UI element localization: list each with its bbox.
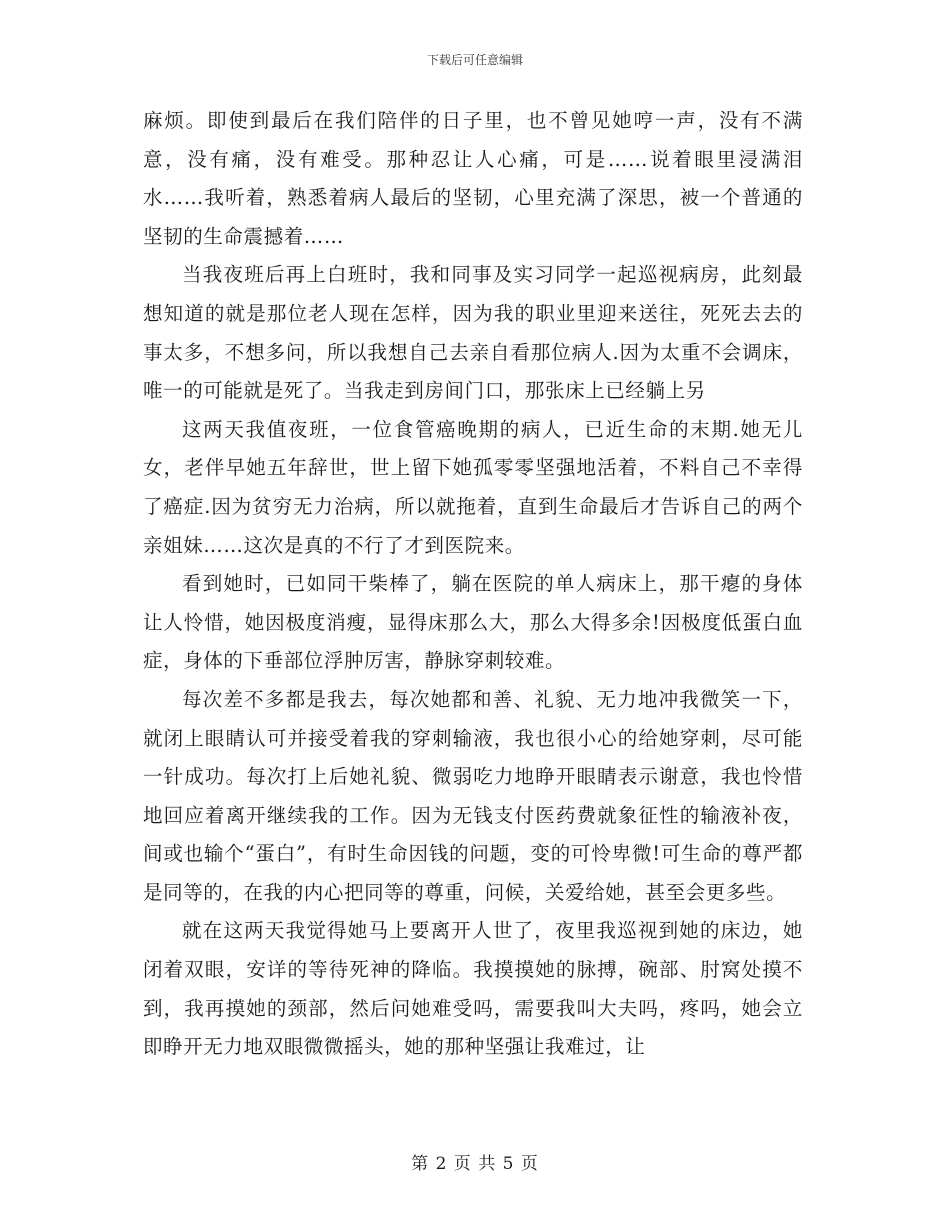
paragraph-5: 每次差不多都是我去，每次她都和善、礼貌、无力地冲我微笑一下，就闭上眼睛认可并接受着我的穿刺输液，我也很小心的给她穿刺，尽可能一针成功。每次打上后她礼貌、微弱吃力地睁开眼睛表示谢意，我也怜惜地回应着离开继续我的工作。因为无钱支付医药费就象征性的输液补夜，间或也输个“蛋白”，有时生命因钱的问题，变的可怜卑微!可生命的尊严都是同等的，在我的内心把同等的尊重，问候，关爱给她，甚至会更多些。 — [143, 687, 803, 904]
paragraph-4: 看到她时，已如同干柴棒了，躺在医院的单人病床上，那干瘪的身体让人怜惜，她因极度消瘦，显得床那么大，那么大得多余!因极度低蛋白血症，身体的下垂部位浮肿厉害，静脉穿刺较难。 — [143, 572, 803, 673]
page-number: 第 2 页 共 5 页 — [411, 1154, 539, 1174]
paragraph-3: 这两天我值夜班，一位食管癌晚期的病人，已近生命的末期.她无儿女，老伴早她五年辞世，世上留下她孤零零坚强地活着，不料自己不幸得了癌症.因为贫穷无力治病，所以就拖着，直到生命最后才告诉自己的两个亲姐妹……这次是真的不行了才到医院来。 — [143, 417, 803, 557]
page-header: 下载后可任意编辑 — [426, 53, 523, 67]
document-body — [143, 102, 803, 1067]
paragraph-6: 就在这两天我觉得她马上要离开人世了，夜里我巡视到她的床边，她闭着双眼，安详的等待死神的降临。我摸摸她的脉搏，碗部、肘窝处摸不到，我再摸她的颈部，然后问她难受吗，需要我叫大夫吗，疼吗，她会立即睁开无力地双眼微微摇头，她的那种坚强让我难过，让 — [143, 919, 803, 1059]
paragraph-continuation: 麻烦。即使到最后在我们陪伴的日子里，也不曾见她哼一声，没有不满意，没有痛，没有难受。那种忍让人心痛，可是……说着眼里浸满泪水……我听着，熟悉着病人最后的坚韧，心里充满了深思，被一个普通的坚韧的生命震撼着…… — [143, 109, 803, 248]
paragraph-2: 当我夜班后再上白班时，我和同事及实习同学一起巡视病房，此刻最想知道的就是那位老人现在怎样，因为我的职业里迎来送往，死死去去的事太多，不想多问，所以我想自己去亲自看那位病人.因为太重不会调床，唯一的可能就是死了。当我走到房间门口，那张床上已经躺上另 — [143, 263, 803, 403]
